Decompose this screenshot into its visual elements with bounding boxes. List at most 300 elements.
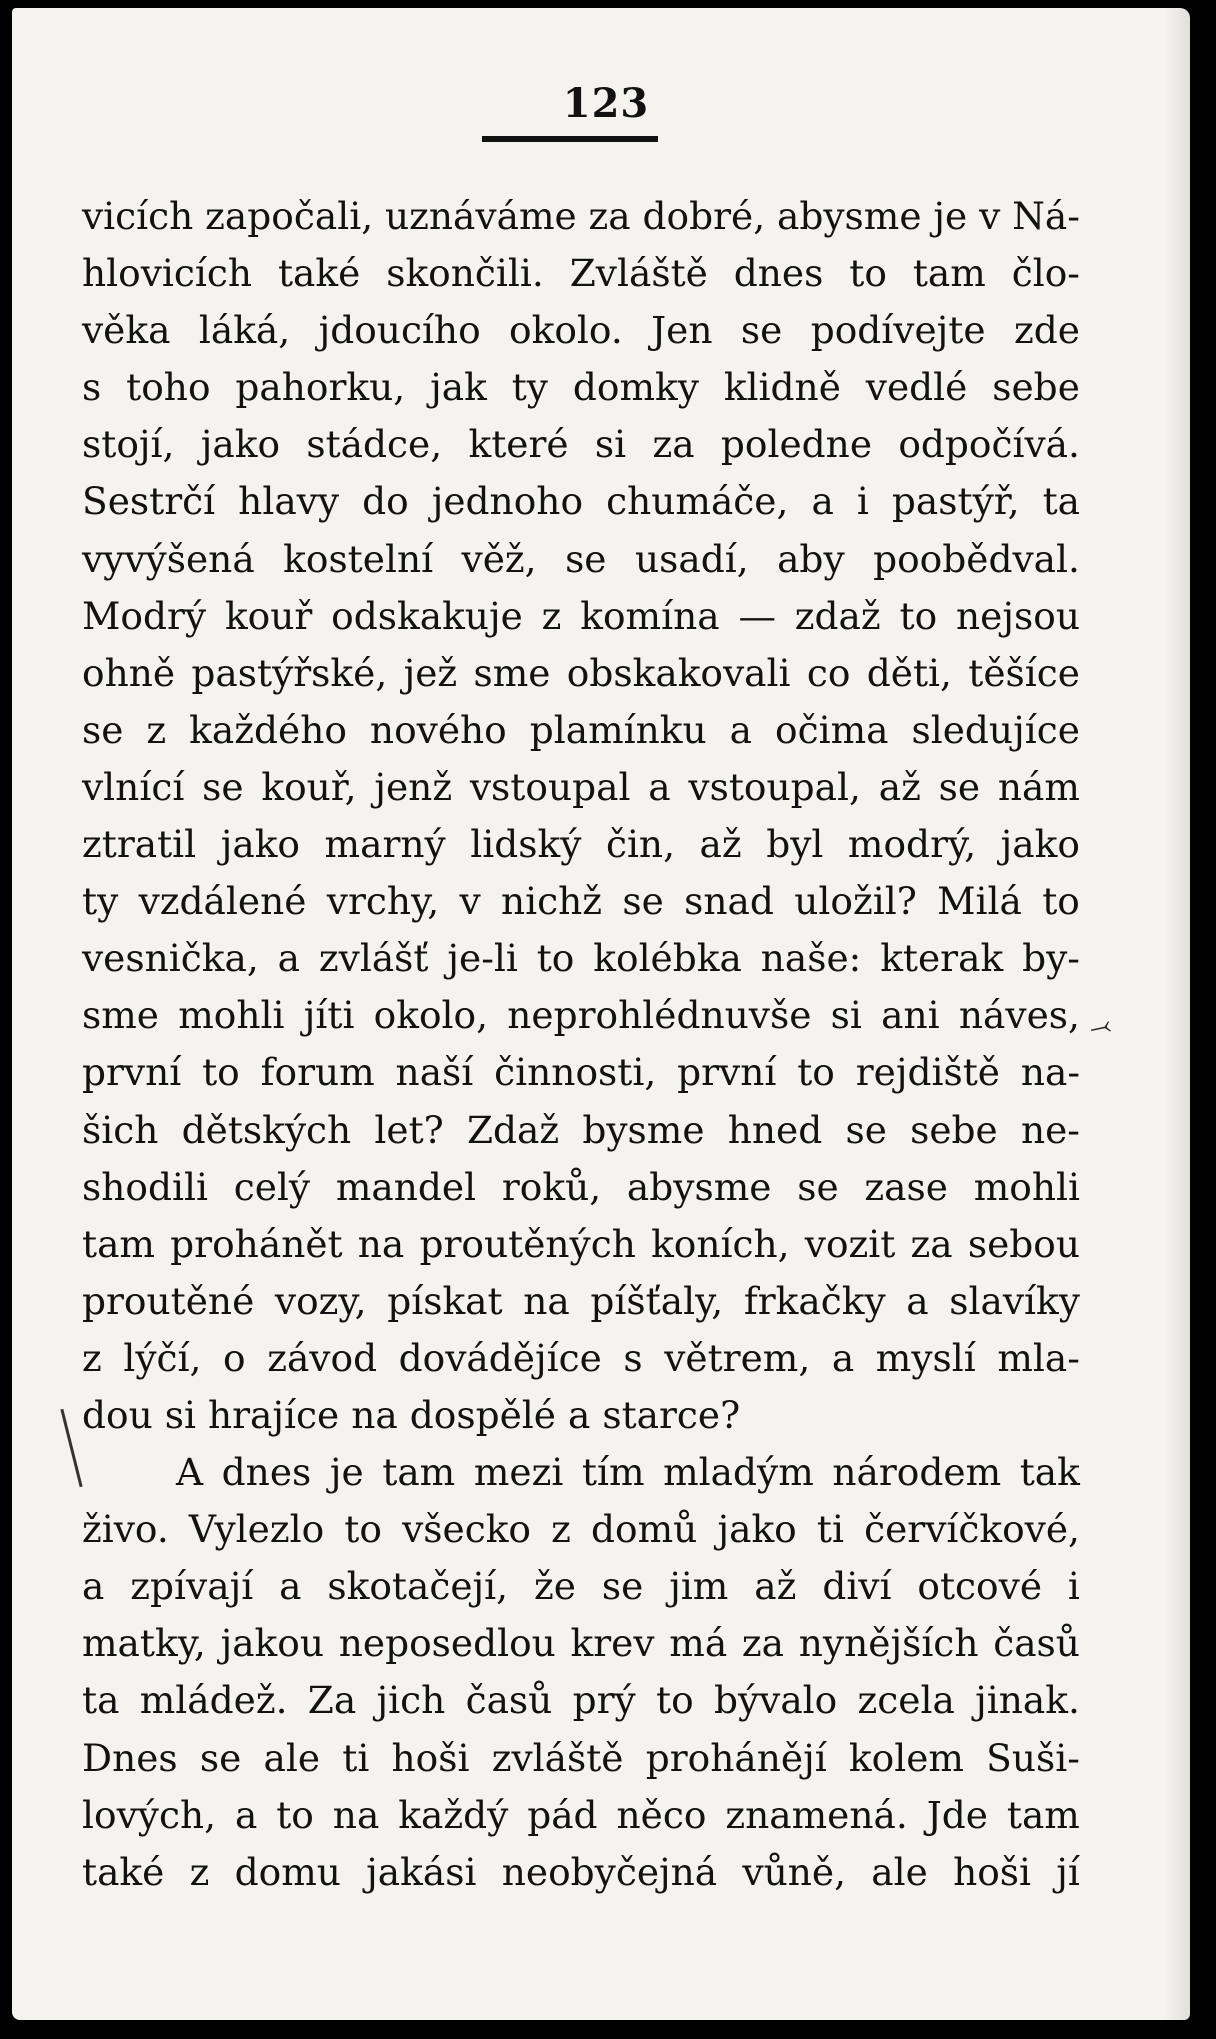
text-line (82, 1672, 1080, 1729)
word: na- (1020, 1050, 1080, 1095)
word: se (845, 1107, 887, 1152)
word: člo- (1011, 251, 1080, 296)
word: to (276, 1792, 314, 1837)
text-line (82, 645, 1080, 702)
word: o (223, 1335, 246, 1380)
word: hned (727, 1107, 823, 1152)
word: Jde (926, 1792, 988, 1837)
word: kolébka (593, 936, 742, 981)
word: roků, (501, 1164, 602, 1209)
word: na (332, 1792, 380, 1837)
word: zpívají (130, 1564, 254, 1609)
header-rule (482, 136, 658, 142)
text-line (82, 188, 1080, 245)
text-line (82, 1387, 1080, 1444)
text-line (82, 759, 1080, 816)
text-line (82, 1501, 1080, 1558)
word: tam (382, 1450, 456, 1495)
word: matky, (82, 1621, 206, 1666)
word: Suši- (986, 1735, 1080, 1780)
word: abysme (626, 1164, 772, 1209)
word: to (1042, 879, 1080, 924)
word: dnes (733, 251, 824, 296)
word: dětských (181, 1107, 352, 1152)
word: ztratil (82, 822, 197, 867)
word: chumáče, (606, 479, 789, 524)
word: hoši (391, 1735, 470, 1780)
word: mohli (178, 993, 285, 1038)
word: vzdálené (138, 879, 307, 924)
word: na (523, 1278, 570, 1323)
word: zvláště (491, 1735, 624, 1780)
word: těšíce (968, 650, 1080, 695)
word: uložil? (794, 879, 917, 924)
word: starce? (602, 1392, 741, 1437)
word: věž, (461, 536, 537, 581)
text-line (82, 930, 1080, 987)
word: které (468, 422, 569, 467)
word: a (648, 764, 671, 809)
text-line (82, 873, 1080, 930)
word: jenž (374, 764, 453, 809)
word: diví (822, 1564, 892, 1609)
word: Za (307, 1678, 357, 1723)
word: zdaž (794, 593, 881, 638)
word: jíti (303, 993, 355, 1038)
word: lových, (82, 1792, 217, 1837)
word: se (202, 764, 244, 809)
word: jako (200, 422, 281, 467)
word: sebou (967, 1221, 1080, 1266)
word: za (588, 194, 631, 238)
word: hlavy (238, 479, 340, 524)
word: činnosti, (494, 1050, 657, 1095)
word: nejsou (956, 593, 1080, 638)
text-line (82, 1730, 1080, 1787)
word: jakou (220, 1621, 324, 1666)
text-line (82, 816, 1080, 873)
word: mandel (335, 1164, 477, 1209)
word: prý (572, 1678, 636, 1723)
word: jako (1000, 822, 1080, 867)
word: podívejte (810, 308, 986, 353)
word: Modrý (82, 593, 207, 638)
word: tím (581, 1450, 645, 1495)
word: jakási (366, 1849, 477, 1894)
word: lýčí, (123, 1335, 202, 1380)
text-line (82, 1558, 1080, 1615)
word: vozy, (274, 1278, 367, 1323)
text-line (82, 359, 1080, 416)
word: to (344, 1507, 382, 1552)
word: okolo, (373, 993, 489, 1038)
word: se (938, 764, 981, 809)
word: sme (473, 650, 551, 695)
word: frkačky (743, 1278, 886, 1323)
word: a (234, 1792, 258, 1837)
word: mládež. (139, 1678, 288, 1723)
word: kostelní (283, 536, 434, 581)
word: jí (1056, 1849, 1080, 1894)
word: časů (993, 1621, 1080, 1666)
word: mezi (473, 1450, 564, 1495)
word: stádce, (306, 422, 443, 467)
text-line (82, 1273, 1080, 1330)
word: se (82, 707, 124, 752)
word: — (738, 593, 776, 638)
word: hrajíce (207, 1392, 340, 1437)
text-line (82, 1330, 1080, 1387)
word: sebe (910, 1107, 998, 1152)
word: domů (591, 1507, 698, 1552)
word: pastýř, (891, 479, 1020, 524)
word: prohánějí (645, 1735, 827, 1780)
word: myslí (875, 1335, 976, 1380)
word: nového (369, 707, 507, 752)
word: dou (82, 1392, 153, 1437)
word: že (533, 1564, 576, 1609)
text-line (82, 531, 1080, 588)
word: Milá (937, 879, 1022, 924)
word: kouř, (261, 764, 357, 809)
word: si (830, 993, 862, 1038)
text-line (82, 987, 1080, 1044)
word: slavíky (949, 1278, 1080, 1323)
word: čin, (605, 822, 676, 867)
word: děti, (866, 650, 952, 695)
word: A (176, 1450, 204, 1495)
word: zcela (857, 1678, 955, 1723)
word: pískat (387, 1278, 503, 1323)
word: dobré, (642, 194, 766, 238)
word: očima (775, 707, 889, 752)
word: jednoho (431, 479, 584, 524)
word: něco (616, 1792, 707, 1837)
word: jich (376, 1678, 446, 1723)
word: za (652, 422, 695, 467)
word: i (1067, 1564, 1080, 1609)
word: stojí, (82, 422, 175, 467)
word: na (351, 1392, 398, 1437)
word: neposedlou (338, 1621, 556, 1666)
word: náves, (958, 993, 1080, 1038)
text-line (82, 1216, 1080, 1273)
word: i (856, 479, 869, 524)
word: vlnící (82, 764, 185, 809)
word: se (199, 1735, 242, 1780)
word: forum (260, 1050, 375, 1095)
word: za (741, 1621, 785, 1666)
word: kouř (224, 593, 313, 638)
word: naše: (760, 936, 862, 981)
word: kterak (880, 936, 1004, 981)
word: to (536, 936, 575, 981)
word: Zdaž (466, 1107, 560, 1152)
page-number: 123 (562, 80, 650, 127)
word: a (831, 1335, 855, 1380)
word: neobyčejná (501, 1849, 718, 1894)
word: až (754, 1564, 797, 1609)
word: rejdiště (855, 1050, 1000, 1095)
word: shodili (82, 1164, 208, 1209)
word: a (729, 707, 753, 752)
word: až (699, 822, 742, 867)
word: odskakuje (331, 593, 523, 638)
word: zvlášť (318, 936, 429, 981)
text-line (82, 588, 1080, 645)
word: do (362, 479, 409, 524)
word: pád (527, 1792, 598, 1837)
word: to (202, 1050, 240, 1095)
word: hlovicích (82, 251, 253, 296)
word: a (906, 1278, 929, 1323)
word: Vylezlo (188, 1507, 325, 1552)
text-line (82, 1787, 1080, 1844)
text-line (82, 1102, 1080, 1159)
word: šich (82, 1107, 159, 1152)
word: píšťaly, (590, 1278, 724, 1323)
word: naší (395, 1050, 474, 1095)
word: za (910, 1221, 953, 1266)
word: se (797, 1164, 839, 1209)
word: jdoucího (318, 308, 481, 353)
body-text (82, 188, 1080, 1901)
word: neprohlédnuvše (507, 993, 812, 1038)
word: celý (233, 1164, 311, 1209)
word: nám (997, 764, 1080, 809)
word: národem (832, 1450, 1002, 1495)
word: závod (267, 1335, 378, 1380)
word: domky (572, 365, 699, 410)
word: komína (580, 593, 720, 638)
word: a (279, 1564, 302, 1609)
margin-pencil-line (60, 1409, 82, 1487)
word: to (899, 593, 938, 638)
word: vůně, (742, 1849, 847, 1894)
word: ale (263, 1735, 321, 1780)
word: v (979, 194, 1001, 238)
word: má (669, 1621, 728, 1666)
word: to (656, 1678, 694, 1723)
word: snad (684, 879, 774, 924)
word: z (189, 1849, 210, 1894)
word: zase (864, 1164, 948, 1209)
word: modrý, (847, 822, 977, 867)
word: nichž (501, 879, 603, 924)
word: Ná- (1012, 194, 1080, 238)
text-line (82, 416, 1080, 473)
word: otcové (917, 1564, 1043, 1609)
word: se (622, 879, 664, 924)
word: zde (1013, 308, 1080, 353)
word: uznáváme (384, 194, 577, 238)
word: ta (82, 1678, 120, 1723)
word: je-li (447, 936, 518, 981)
word: také (82, 1849, 165, 1894)
margin-mark: ⤙ (1087, 1010, 1114, 1044)
word: mladým (663, 1450, 814, 1495)
page-edge-shadow (1164, 8, 1190, 2020)
word: Dnes (82, 1735, 178, 1780)
word: nynějších (798, 1621, 979, 1666)
word: proutěných (419, 1221, 636, 1266)
book-page (12, 8, 1190, 2020)
word: každého (189, 707, 347, 752)
word: s (623, 1335, 643, 1380)
word: ne- (1020, 1107, 1080, 1152)
word: obskakovali (566, 650, 791, 695)
word: ti (342, 1735, 370, 1780)
word: mohli (973, 1164, 1080, 1209)
word: proutěné (82, 1278, 255, 1323)
word: ti (816, 1507, 844, 1552)
word: se (740, 308, 783, 353)
word: dovádějíce (398, 1335, 602, 1380)
word: s (82, 365, 102, 410)
word: sebe (992, 365, 1080, 410)
text-line (82, 1444, 1080, 1501)
word: a (277, 936, 301, 981)
word: vedlé (865, 365, 968, 410)
word: marný (324, 822, 446, 867)
word: časů (465, 1678, 553, 1723)
word: plamínku (529, 707, 707, 752)
word: vstoupal, (688, 764, 861, 809)
word: krev (570, 1621, 655, 1666)
word: dospělé (409, 1392, 556, 1437)
word: znamená. (725, 1792, 908, 1837)
word: všecko (402, 1507, 532, 1552)
word: co (806, 650, 851, 695)
word: si (594, 422, 627, 467)
word: láká, (198, 308, 291, 353)
word: aby (777, 536, 845, 581)
word: klidně (723, 365, 841, 410)
word: okolo. (509, 308, 623, 353)
word: sledujíce (911, 707, 1080, 752)
word: ale (871, 1849, 928, 1894)
word: vyvýšená (82, 536, 255, 581)
word: z (82, 1335, 102, 1380)
word: abysme (777, 194, 922, 238)
word: první (677, 1050, 777, 1095)
word: Zvláště (569, 251, 708, 296)
text-line (82, 245, 1080, 302)
text-line (82, 702, 1080, 759)
word: a (567, 1392, 591, 1437)
word: ty (82, 879, 119, 924)
word: pahorku, (235, 365, 406, 410)
word: bývalo (713, 1678, 838, 1723)
word: prohánět (170, 1221, 343, 1266)
word: jež (403, 650, 458, 695)
word: tam (1006, 1792, 1080, 1837)
word: ta (1042, 479, 1080, 524)
word: odpočívá. (898, 422, 1080, 467)
word: červíčkové, (864, 1507, 1080, 1552)
text-line (82, 1844, 1080, 1901)
word: ani (881, 993, 940, 1038)
word: koních, (651, 1221, 790, 1266)
word: vesnička, (82, 936, 259, 981)
word: až (878, 764, 921, 809)
word: jako (220, 822, 300, 867)
word: tam (82, 1221, 155, 1266)
word: na (357, 1221, 405, 1266)
word: živo. (82, 1507, 169, 1552)
word: věka (82, 308, 171, 353)
word: z (541, 593, 562, 638)
word: započali, (205, 194, 374, 238)
text-line (82, 1159, 1080, 1216)
word: z (551, 1507, 571, 1552)
word: se (601, 1564, 644, 1609)
word: hoši (953, 1849, 1032, 1894)
word: byl (766, 822, 824, 867)
word: větrem, (664, 1335, 811, 1380)
word: usadí, (634, 536, 749, 581)
word: si (164, 1392, 196, 1437)
word: je (933, 194, 968, 238)
text-line (82, 302, 1080, 359)
word: vicích (82, 194, 194, 238)
word: každý (398, 1792, 509, 1837)
word: tam (912, 251, 986, 296)
word: sme (82, 993, 159, 1038)
word: jako (717, 1507, 797, 1552)
word: skončili. (386, 251, 544, 296)
word: skotačejí, (327, 1564, 509, 1609)
word: a (82, 1564, 105, 1609)
word: domu (234, 1849, 341, 1894)
word: ty (511, 365, 548, 410)
word: by- (1022, 936, 1080, 981)
word: bysme (582, 1107, 705, 1152)
word: lidský (470, 822, 582, 867)
word: mla- (997, 1335, 1080, 1380)
word: tak (1019, 1450, 1080, 1495)
word: poobědval. (873, 536, 1080, 581)
text-line (82, 1044, 1080, 1101)
word: vstoupal (469, 764, 631, 809)
word: také (277, 251, 361, 296)
word: jinak. (975, 1678, 1080, 1723)
text-line (82, 1615, 1080, 1672)
word: toho (126, 365, 211, 410)
word: vozit (804, 1221, 896, 1266)
word: se (565, 536, 607, 581)
word: Sestrčí (82, 479, 216, 524)
word: kolem (848, 1735, 964, 1780)
word: a (811, 479, 834, 524)
word: dnes (221, 1450, 312, 1495)
word: poledne (720, 422, 873, 467)
word: to (797, 1050, 835, 1095)
word: let? (374, 1107, 444, 1152)
word: je (329, 1450, 364, 1495)
word: to (849, 251, 887, 296)
word: jak (430, 365, 487, 410)
word: pastýřské, (191, 650, 388, 695)
word: první (82, 1050, 182, 1095)
word: Jen (651, 308, 713, 353)
word: ohně (82, 650, 176, 695)
word: v (459, 879, 481, 924)
word: vrchy, (326, 879, 440, 924)
word: jim (669, 1564, 729, 1609)
text-line (82, 473, 1080, 530)
word: z (146, 707, 167, 752)
